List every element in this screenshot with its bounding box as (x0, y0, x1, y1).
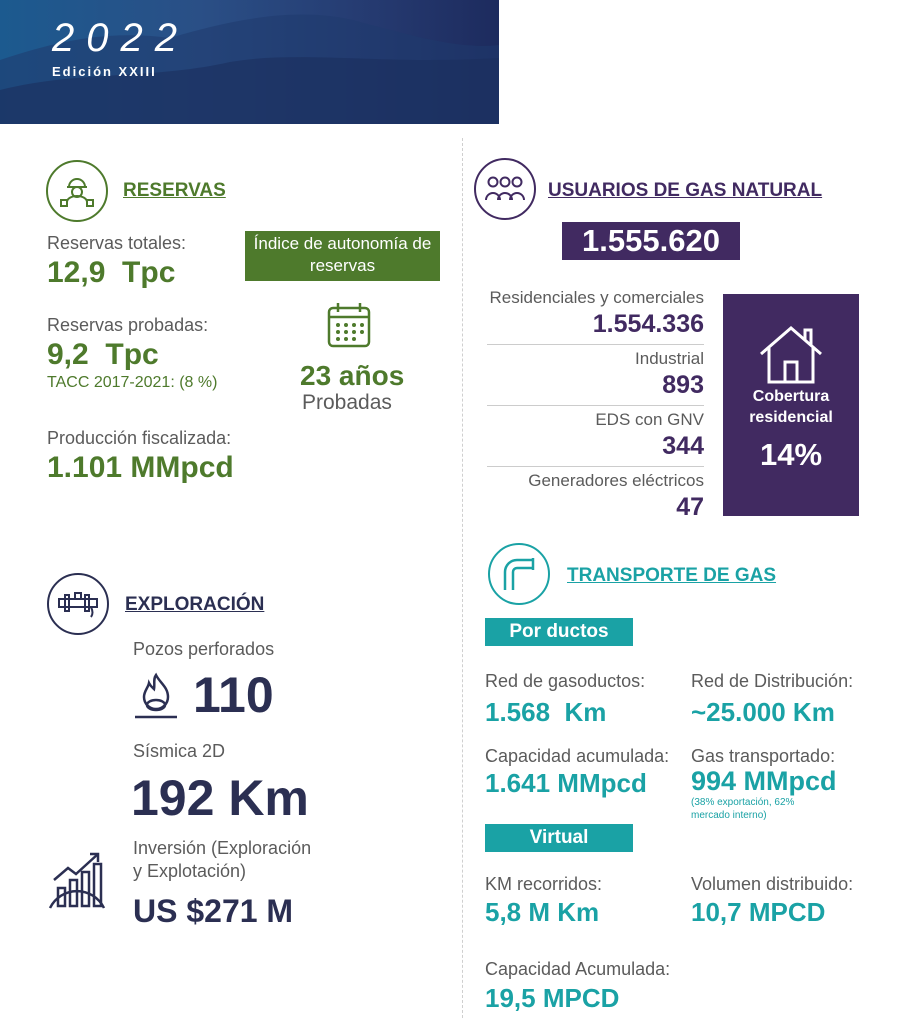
capacidad-label: Capacidad acumulada: (485, 746, 670, 766)
exploracion-title: EXPLORACIÓN (125, 594, 265, 615)
gas-transportado-note-2: mercado interno) (691, 810, 767, 821)
usuarios-title: USUARIOS DE GAS NATURAL (548, 180, 823, 201)
volumen-value: 10,7 MPCD (691, 897, 826, 927)
volumen-label: Volumen distribuido: (691, 874, 854, 894)
edition-year: 2022 (52, 16, 189, 60)
indice-value: 23 años (300, 360, 405, 391)
chart-growth-icon (46, 850, 108, 915)
list-item-value: 344 (662, 432, 704, 460)
tab-virtual: Virtual (485, 824, 633, 852)
inversion-label-1: Inversión (Exploración (133, 838, 312, 858)
pipeline-icon (488, 543, 550, 605)
list-item-value: 893 (662, 371, 704, 399)
worker-icon (46, 160, 108, 222)
cobertura-box (723, 294, 859, 516)
list-item-value: 1.554.336 (592, 310, 704, 338)
red-distribucion-label: Red de Distribución: (691, 671, 854, 691)
edition-label: Edición XXIII (52, 64, 157, 79)
sismica-label: Sísmica 2D (133, 741, 226, 761)
sismica-value: 192 Km (131, 770, 309, 826)
cobertura-label-2: residencial (749, 409, 833, 426)
red-distribucion-value: ~25.000 Km (691, 697, 835, 727)
gas-transportado-note-1: (38% exportación, 62% (691, 797, 795, 808)
capacidad-virtual-value: 19,5 MPCD (485, 983, 620, 1013)
users-icon (474, 158, 536, 220)
gas-transportado-label: Gas transportado: (691, 746, 836, 766)
cobertura-label-1: Cobertura (752, 388, 830, 405)
usuarios-list (487, 288, 704, 527)
pozos-label: Pozos perforados (133, 639, 275, 659)
km-recorridos-label: KM recorridos: (485, 874, 603, 894)
column-divider (462, 138, 463, 1018)
list-item-label: Industrial (635, 349, 704, 368)
calendar-icon (324, 300, 376, 357)
produccion-label: Producción fiscalizada: (47, 428, 232, 448)
indice-autonomia-label: Índice de autonomía de reservas (245, 231, 440, 281)
list-item-value: 47 (676, 493, 704, 521)
pipe-icon (47, 573, 109, 635)
red-gasoductos-value: 1.568 Km (485, 697, 607, 727)
km-recorridos-value: 5,8 M Km (485, 897, 600, 927)
house-icon (757, 324, 825, 391)
tacc-note: TACC 2017-2021: (8 %) (47, 374, 218, 391)
usuarios-total: 1.555.620 (562, 222, 740, 260)
reservas-probadas-value: 9,2 Tpc (47, 338, 159, 371)
reservas-totales-label: Reservas totales: (47, 233, 187, 253)
header-banner (0, 0, 499, 124)
capacidad-virtual-label: Capacidad Acumulada: (485, 959, 671, 979)
list-item-label: Generadores eléctricos (528, 471, 704, 490)
cobertura-value: 14% (759, 437, 823, 472)
reservas-totales-value: 12,9 Tpc (47, 256, 176, 289)
flame-icon (133, 671, 179, 726)
transporte-title: TRANSPORTE DE GAS (567, 565, 777, 586)
red-gasoductos-label: Red de gasoductos: (485, 671, 646, 691)
inversion-label-2: y Explotación) (133, 861, 247, 881)
pozos-value: 110 (193, 667, 274, 723)
reservas-title: RESERVAS (123, 180, 226, 201)
indice-sub: Probadas (302, 391, 392, 414)
produccion-value: 1.101 MMpcd (47, 451, 234, 484)
list-item-label: Residenciales y comerciales (489, 288, 704, 307)
inversion-value: US $271 M (133, 893, 294, 929)
gas-transportado-value: 994 MMpcd (691, 766, 837, 796)
reservas-probadas-label: Reservas probadas: (47, 315, 209, 335)
capacidad-value: 1.641 MMpcd (485, 768, 647, 798)
list-item-label: EDS con GNV (595, 410, 704, 429)
tab-por-ductos: Por ductos (485, 618, 633, 646)
